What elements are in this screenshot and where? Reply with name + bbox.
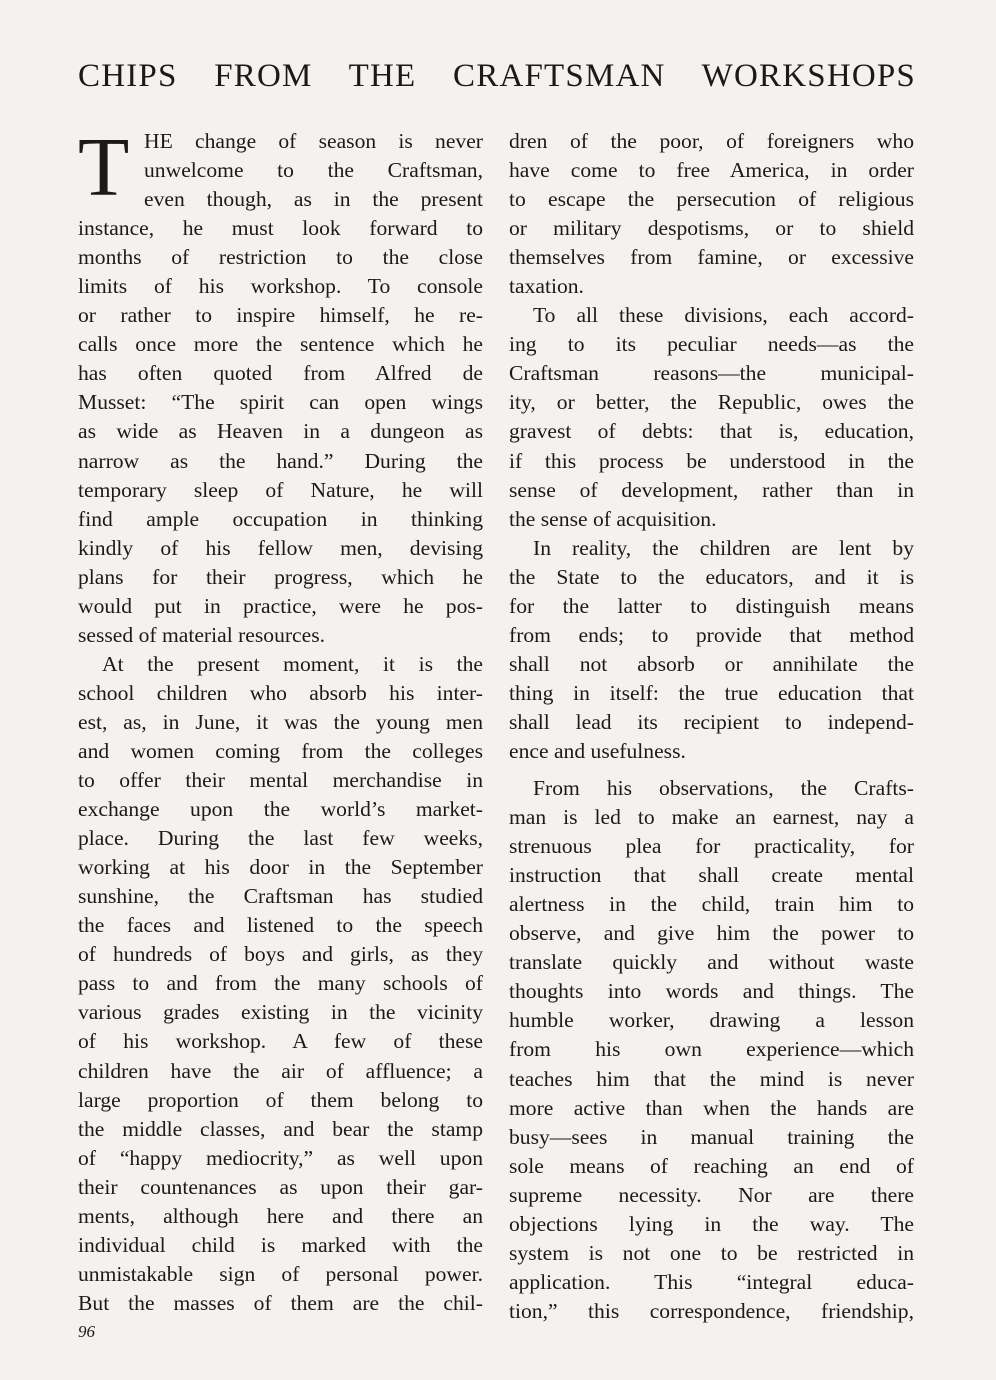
text-line: to offer their mental merchandise in <box>78 768 483 793</box>
text-line: gravest of debts: that is, education, <box>509 419 914 444</box>
text-line: ments, although here and there an <box>78 1203 483 1228</box>
text-line: large proportion of them belong to <box>78 1087 483 1112</box>
text-line: tion,” this correspondence, friendship, <box>509 1298 914 1323</box>
text-line: their countenances as upon their gar- <box>78 1174 483 1199</box>
text-line: or rather to inspire himself, he re- <box>78 303 483 328</box>
text-line: man is led to make an earnest, nay a <box>509 805 914 830</box>
text-line: sessed of material resources. <box>78 622 326 647</box>
text-line: thing in itself: the true education that <box>509 680 914 705</box>
text-line: if this process be understood in the <box>509 448 914 473</box>
text-line: Musset: “The spirit can open wings <box>78 390 483 415</box>
text-line: But the masses of them are the chil- <box>78 1290 483 1315</box>
text-line: taxation. <box>509 274 584 299</box>
text-line: sunshine, the Craftsman has studied <box>78 884 483 909</box>
text-line: shall lead its recipient to independ- <box>509 709 914 734</box>
text-line: the faces and listened to the speech <box>78 913 483 938</box>
text-line: the sense of acquisition. <box>509 506 717 531</box>
text-line: temporary sleep of Nature, he will <box>78 477 483 502</box>
text-line: observe, and give him the power to <box>509 921 914 946</box>
text-line: more active than when the hands are <box>509 1095 914 1120</box>
text-line: limits of his workshop. To console <box>78 274 483 299</box>
text-line: dren of the poor, of foreigners who <box>509 129 914 153</box>
text-line: humble worker, drawing a lesson <box>509 1008 914 1033</box>
text-line: kindly of his fellow men, devising <box>78 535 483 560</box>
text-line: plans for their progress, which he <box>78 564 483 589</box>
text-line: shall not absorb or annihilate the <box>509 651 914 676</box>
text-line: busy—sees in manual training the <box>509 1124 914 1149</box>
text-line: thoughts into words and things. The <box>509 979 914 1004</box>
text-line: sole means of reaching an end of <box>509 1153 914 1178</box>
text-line: In reality, the children are lent by <box>533 535 914 560</box>
text-line: est, as, in June, it was the young men <box>78 709 483 734</box>
text-line: themselves from famine, or excessive <box>509 245 914 270</box>
text-line: pass to and from the many schools of <box>78 971 483 996</box>
text-line: calls once more the sentence which he <box>78 332 483 357</box>
text-line: ence and usefulness. <box>509 738 686 763</box>
text-line: instance, he must look forward to <box>78 216 483 241</box>
text-line: instruction that shall create mental <box>509 863 914 888</box>
text-line: narrow as the hand.” During the <box>78 448 483 473</box>
text-line: for the latter to distinguish means <box>509 593 914 618</box>
text-line: At the present moment, it is the <box>102 651 483 676</box>
text-line: individual child is marked with the <box>78 1232 483 1257</box>
text-line: the middle classes, and bear the stamp <box>78 1116 483 1141</box>
text-line: HE change of season is never <box>144 129 483 153</box>
text-line: as wide as Heaven in a dungeon as <box>78 419 483 444</box>
text-line: ing to its peculiar needs—as the <box>509 332 914 357</box>
text-line: school children who absorb his inter- <box>78 680 483 705</box>
drop-cap: T <box>78 121 130 214</box>
text-line: teaches him that the mind is never <box>509 1066 914 1091</box>
text-line: of “happy mediocrity,” as well upon <box>78 1145 483 1170</box>
text-line: to escape the persecution of religious <box>509 187 914 212</box>
left-column <box>78 121 483 1318</box>
text-line: unmistakable sign of personal power. <box>78 1261 483 1286</box>
text-line: find ample occupation in thinking <box>78 506 483 531</box>
text-line: From his observations, the Crafts- <box>533 776 914 801</box>
text-line: of hundreds of boys and girls, as they <box>78 942 483 967</box>
page-number: 96 <box>78 1322 95 1341</box>
text-line: from ends; to provide that method <box>509 622 914 647</box>
text-line: alertness in the child, train him to <box>509 892 914 917</box>
text-line: system is not one to be restricted in <box>509 1240 914 1265</box>
text-line: months of restriction to the close <box>78 245 483 270</box>
text-line: even though, as in the present <box>144 187 483 212</box>
text-line: To all these divisions, each accord- <box>533 303 914 328</box>
right-column <box>509 127 914 1326</box>
text-line: exchange upon the world’s market- <box>78 797 483 822</box>
text-line: or military despotisms, or to shield <box>509 216 914 241</box>
page-title: CHIPS FROM THE CRAFTSMAN WORKSHOPS <box>78 58 916 94</box>
text-line: has often quoted from Alfred de <box>78 361 483 386</box>
text-line: the State to the educators, and it is <box>509 564 914 589</box>
text-line: various grades existing in the vicinity <box>78 1000 483 1025</box>
text-line: Craftsman reasons—the municipal- <box>509 361 914 386</box>
text-line: translate quickly and without waste <box>509 950 914 975</box>
text-line: objections lying in the way. The <box>509 1211 914 1236</box>
text-line: children have the air of affluence; a <box>78 1058 483 1083</box>
text-line: working at his door in the September <box>78 855 483 880</box>
text-line: ity, or better, the Republic, owes the <box>509 390 914 415</box>
text-line: would put in practice, were he pos- <box>78 593 483 618</box>
text-line: supreme necessity. Nor are there <box>509 1182 914 1207</box>
text-line: from his own experience—which <box>509 1037 914 1062</box>
text-line: place. During the last few weeks, <box>78 826 483 851</box>
text-line: have come to free America, in order <box>509 158 914 183</box>
text-line: strenuous plea for practicality, for <box>509 834 914 859</box>
text-line: unwelcome to the Craftsman, <box>144 158 483 183</box>
paragraph-spacer <box>509 766 914 774</box>
text-line: and women coming from the colleges <box>78 738 483 763</box>
text-line: sense of development, rather than in <box>509 477 914 502</box>
text-line: application. This “integral educa- <box>509 1269 914 1294</box>
text-line: of his workshop. A few of these <box>78 1029 483 1054</box>
